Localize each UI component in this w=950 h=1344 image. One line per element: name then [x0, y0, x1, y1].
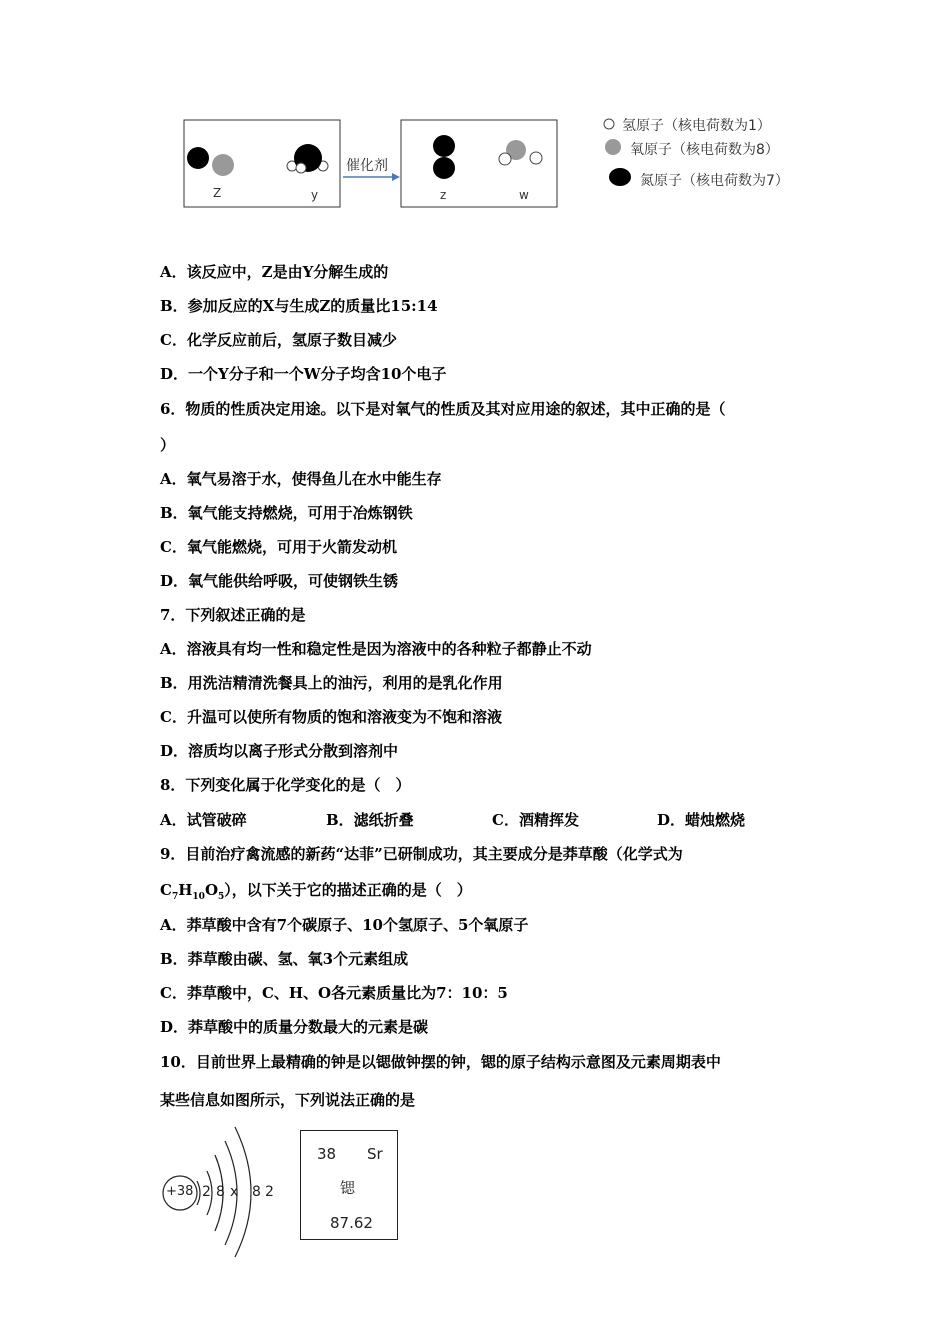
q7-option-d: D．溶质均以离子形式分散到溶剂中 — [160, 742, 399, 760]
shell-4: 8 — [252, 1184, 261, 1200]
element-cell — [300, 1130, 398, 1240]
shell-1: 2 — [202, 1184, 211, 1200]
q5-option-d: D．一个Y分子和一个W分子均含10个电子 — [160, 365, 447, 383]
legend-oxygen: 氧原子（核电荷数为8） — [630, 142, 779, 158]
q8-option-c: C．酒精挥发 — [492, 811, 579, 829]
q9-option-d: D．莽草酸中的质量分数最大的元素是碳 — [160, 1018, 429, 1036]
atomic-number: 38 — [317, 1145, 337, 1163]
q7-option-a: A．溶液具有均一性和稳定性是因为溶液中的各种粒子都静止不动 — [160, 640, 592, 658]
nucleus-charge: +38 — [166, 1184, 194, 1199]
q6-option-c: C．氧气能燃烧，可用于火箭发动机 — [160, 538, 397, 556]
q8-option-a: A．试管破碎 — [160, 811, 247, 829]
q6-option-b: B．氧气能支持燃烧，可用于冶炼钢铁 — [160, 504, 413, 522]
q9-option-a: A．莽草酸中含有7个碳原子、10个氢原子、5个氧原子 — [160, 916, 529, 934]
q6-stem-line2: ） — [160, 436, 176, 454]
q8-option-d: D．蜡烛燃烧 — [657, 811, 746, 829]
q10-stem-line1: 10．目前世界上最精确的钟是以锶做钟摆的钟，锶的原子结构示意图及元素周期表中 — [160, 1053, 721, 1071]
formula-o: O — [204, 881, 219, 899]
formula-o-sub: 5 — [218, 892, 225, 902]
q7-option-b: B．用洗洁精清洗餐具上的油污，利用的是乳化作用 — [160, 674, 503, 692]
q5-option-b: B．参加反应的X与生成Z的质量比15:14 — [160, 297, 438, 315]
q9-option-c: C．莽草酸中，C、H、O各元素质量比为7：10：5 — [160, 984, 508, 1002]
formula-h: H — [178, 881, 193, 899]
catalyst-label: 催化剂 — [346, 158, 388, 174]
element-symbol: Sr — [367, 1145, 383, 1163]
q9-stem-line1: 9．目前治疗禽流感的新药“达菲”已研制成功，其主要成分是莽草酸（化学式为 — [160, 845, 683, 863]
formula-c-sub: 7 — [171, 892, 179, 902]
reaction-diagram — [0, 0, 950, 220]
shell-3: x — [230, 1184, 239, 1200]
left-label-z: Z — [213, 186, 222, 200]
element-name: 锶 — [340, 1179, 356, 1197]
legend-nitrogen: 氮原子（核电荷数为7） — [640, 173, 789, 189]
reaction-diagram-svg — [0, 0, 950, 220]
left-label-y: y — [311, 188, 319, 202]
atomic-mass: 87.62 — [330, 1214, 373, 1232]
q8-stem: 8．下列变化属于化学变化的是（ ） — [160, 776, 411, 794]
formula-h-sub: 10 — [192, 892, 205, 902]
right-label-w: w — [519, 188, 529, 202]
q9-stem-tail: ），以下关于它的描述正确的是（ ） — [224, 881, 472, 899]
q9-option-b: B．莽草酸由碳、氢、氧3个元素组成 — [160, 950, 409, 968]
q5-option-a: A．该反应中，Z是由Y分解生成的 — [160, 263, 389, 281]
shell-5: 2 — [265, 1184, 274, 1200]
q5-option-c: C．化学反应前后，氢原子数目减少 — [160, 331, 397, 349]
q7-stem: 7．下列叙述正确的是 — [160, 606, 306, 624]
q8-option-b: B．滤纸折叠 — [326, 811, 414, 829]
right-label-z: z — [440, 188, 447, 202]
atom-structure-diagram — [155, 1115, 290, 1265]
q10-stem-line2: 某些信息如图所示，下列说法正确的是 — [160, 1091, 416, 1109]
q7-option-c: C．升温可以使所有物质的饱和溶液变为不饱和溶液 — [160, 708, 502, 726]
shell-2: 8 — [216, 1184, 225, 1200]
q9-stem-line2 — [160, 879, 472, 902]
q8-options — [160, 809, 745, 830]
q6-option-d: D．氧气能供给呼吸，可使钢铁生锈 — [160, 572, 399, 590]
legend-hydrogen: 氢原子（核电荷数为1） — [622, 118, 771, 134]
formula-c: C — [160, 881, 172, 899]
q6-stem-line1: 6．物质的性质决定用途。以下是对氧气的性质及其对应用途的叙述，其中正确的是（ — [160, 400, 726, 418]
q6-option-a: A．氧气易溶于水，使得鱼儿在水中能生存 — [160, 470, 442, 488]
